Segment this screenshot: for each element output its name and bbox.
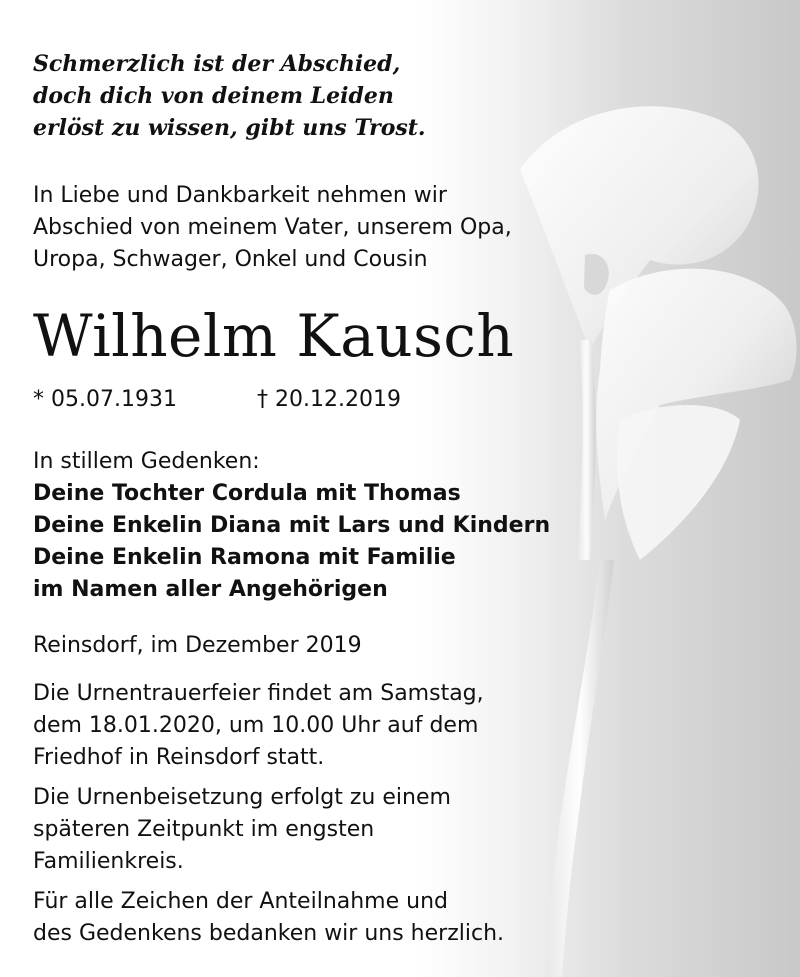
mourner-line: Deine Tochter Cordula mit Thomas [33, 481, 461, 506]
burial-line: Familienkreis. [33, 849, 184, 874]
deceased-name: Wilhelm Kausch [33, 302, 515, 370]
mourner-line: Deine Enkelin Ramona mit Familie [33, 545, 456, 570]
burial-line: Die Urnenbeisetzung erfolgt zu einem [33, 785, 451, 810]
verse-line: doch dich von deinem Leiden [33, 83, 394, 109]
ceremony-line: dem 18.01.2020, um 10.00 Uhr auf dem [33, 713, 479, 738]
mourners-heading: In stillem Gedenken: [33, 449, 260, 474]
place-date: Reinsdorf, im Dezember 2019 [33, 633, 362, 658]
intro [33, 180, 512, 276]
mourner-line: im Namen aller Angehörigen [33, 577, 388, 602]
mourners [33, 446, 550, 606]
thanks-line: des Gedenkens bedanken wir uns herzlich. [33, 921, 505, 946]
verse [33, 48, 426, 144]
thanks [33, 886, 504, 950]
burial-info [33, 782, 451, 878]
intro-line: In Liebe und Dankbarkeit nehmen wir [33, 183, 447, 208]
intro-line: Uropa, Schwager, Onkel und Cousin [33, 247, 428, 272]
burial-line: späteren Zeitpunkt im engsten [33, 817, 375, 842]
death-date: † 20.12.2019 [257, 387, 401, 412]
ceremony-info [33, 678, 484, 774]
ceremony-line: Die Urnentrauerfeier findet am Samstag, [33, 681, 484, 706]
ceremony-line: Friedhof in Reinsdorf statt. [33, 745, 325, 770]
mourner-line: Deine Enkelin Diana mit Lars und Kindern [33, 513, 551, 538]
intro-line: Abschied von meinem Vater, unserem Opa, [33, 215, 512, 240]
verse-line: erlöst zu wissen, gibt uns Trost. [33, 115, 426, 141]
verse-line: Schmerzlich ist der Abschied, [33, 51, 401, 77]
thanks-line: Für alle Zeichen der Anteilnahme und [33, 889, 448, 914]
birth-date: * 05.07.1931 [33, 387, 177, 412]
